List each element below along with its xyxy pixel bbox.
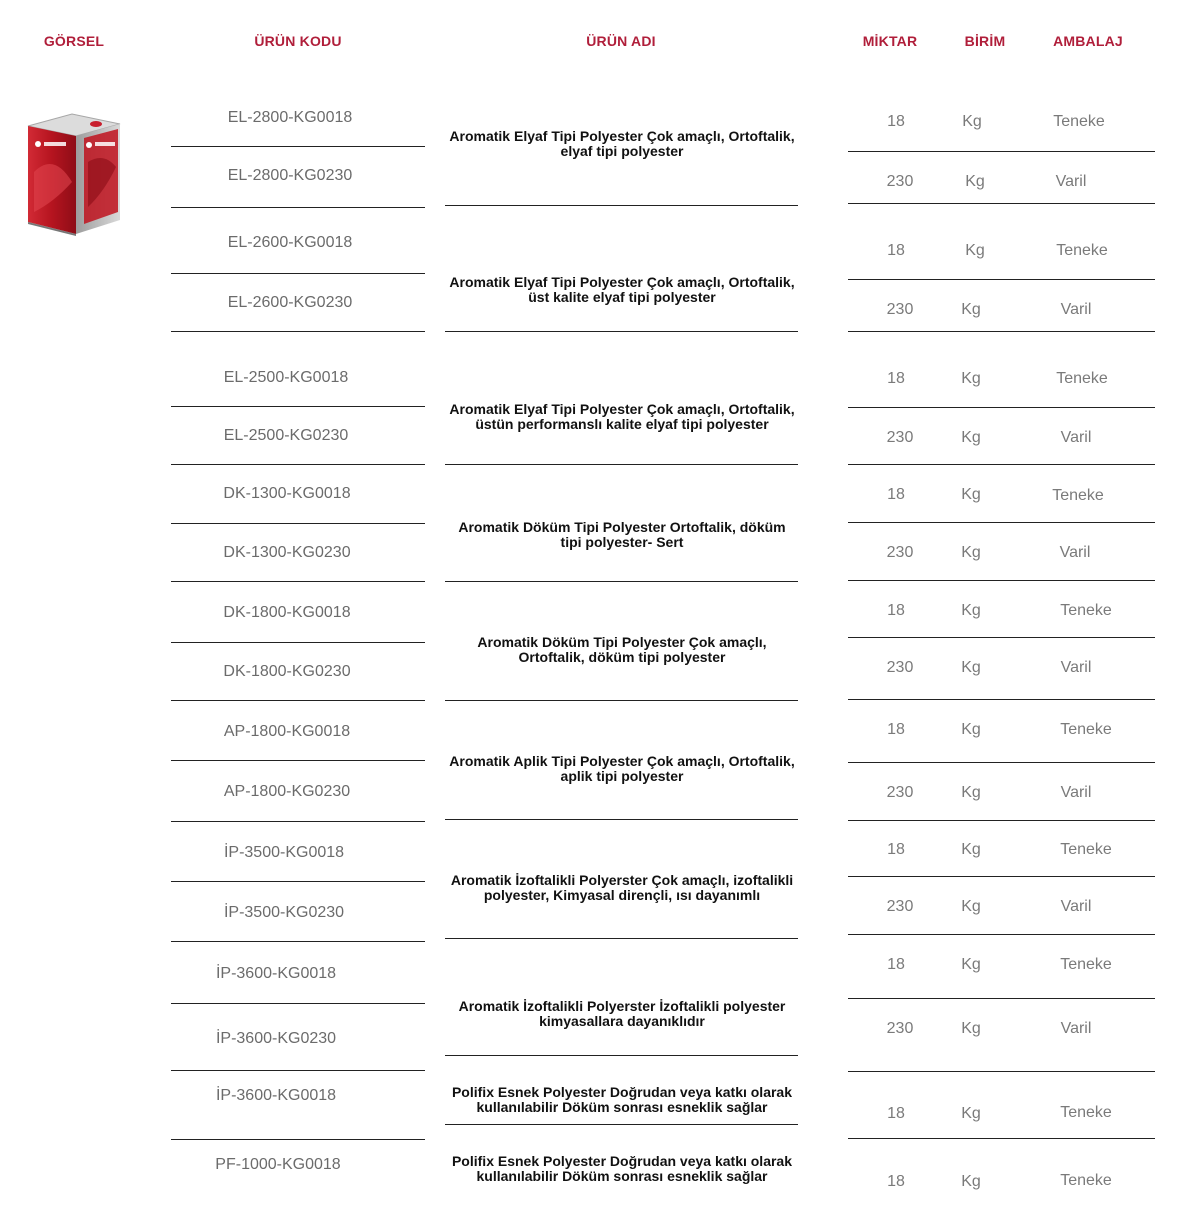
row-divider (171, 406, 425, 407)
row-divider (171, 464, 425, 465)
row-divider (848, 279, 1155, 280)
row-divider (848, 876, 1155, 877)
product-name: Aromatik Elyaf Tipi Polyester Çok amaçlı, Ortoftalik, üstün performanslı kalite elyaf tipi polyester (449, 401, 795, 432)
packaging-value: Teneke (1060, 602, 1112, 619)
unit-value: Kg (961, 1105, 981, 1122)
row-divider (171, 273, 425, 274)
packaging-value: Teneke (1056, 242, 1108, 259)
row-divider (171, 760, 425, 761)
group-divider (445, 1124, 798, 1125)
quantity-value: 18 (887, 1105, 905, 1122)
row-divider (171, 821, 425, 822)
quantity-value: 18 (887, 242, 905, 259)
group-divider (445, 581, 798, 582)
packaging-value: Varil (1060, 1020, 1092, 1037)
packaging-value: Varil (1060, 898, 1092, 915)
packaging-value: Teneke (1056, 370, 1108, 387)
unit-value: Kg (961, 429, 981, 446)
header-name: ÜRÜN ADI (586, 33, 656, 49)
quantity-value: 18 (887, 956, 905, 973)
packaging-value: Teneke (1053, 113, 1105, 130)
product-name: Aromatik İzoftalikli Polyerster İzoftalikli polyester kimyasallara dayanıklıdır (458, 998, 786, 1029)
row-divider (171, 881, 425, 882)
product-code: DK-1300-KG0018 (223, 485, 351, 502)
packaging-value: Teneke (1060, 1172, 1112, 1189)
packaging-value: Varil (1060, 659, 1092, 676)
row-divider (171, 581, 425, 582)
row-divider (848, 637, 1155, 638)
product-name: Aromatik Elyaf Tipi Polyester Çok amaçlı, Ortoftalik, elyaf tipi polyester (449, 128, 795, 159)
group-divider (445, 205, 798, 206)
row-divider (848, 1071, 1155, 1072)
unit-value: Kg (961, 1173, 981, 1190)
product-code: EL-2600-KG0230 (227, 294, 353, 311)
header-qty: MİKTAR (862, 33, 918, 49)
row-divider (848, 580, 1155, 581)
quantity-value: 230 (886, 301, 914, 318)
unit-value: Kg (961, 1020, 981, 1037)
row-divider (171, 1003, 425, 1004)
quantity-value: 230 (886, 898, 914, 915)
row-divider (848, 522, 1155, 523)
packaging-value: Varil (1060, 301, 1092, 318)
packaging-value: Varil (1055, 173, 1087, 190)
product-name: Aromatik Elyaf Tipi Polyester Çok amaçlı, Ortoftalik, üst kalite elyaf tipi polyester (449, 274, 795, 305)
header-pack: AMBALAJ (1053, 33, 1123, 49)
product-name: Polifix Esnek Polyester Doğrudan veya katkı olarak kullanılabilir Döküm sonrası esneklik sağlar (451, 1084, 793, 1115)
row-divider (171, 146, 425, 147)
product-name: Aromatik İzoftalikli Polyerster Çok amaçlı, izoftalikli polyester, Kimyasal dirençli, ısı dayanımlı (450, 872, 794, 903)
packaging-value: Teneke (1060, 721, 1112, 738)
quantity-value: 18 (887, 721, 905, 738)
unit-value: Kg (962, 113, 982, 130)
product-code: AP-1800-KG0230 (223, 783, 351, 800)
product-name: Polifix Esnek Polyester Doğrudan veya katkı olarak kullanılabilir Döküm sonrası esneklik sağlar (451, 1153, 793, 1184)
product-name: Aromatik Döküm Tipi Polyester Ortoftalik, döküm tipi polyester- Sert (458, 519, 786, 550)
product-code: EL-2600-KG0018 (227, 234, 353, 251)
unit-value: Kg (961, 486, 981, 503)
quantity-value: 18 (887, 370, 905, 387)
quantity-value: 230 (886, 1020, 914, 1037)
quantity-value: 230 (886, 544, 914, 561)
unit-value: Kg (961, 370, 981, 387)
row-divider (848, 464, 1155, 465)
product-code: EL-2500-KG0230 (223, 427, 349, 444)
unit-value: Kg (965, 173, 985, 190)
packaging-value: Teneke (1052, 487, 1104, 504)
product-name: Aromatik Döküm Tipi Polyester Çok amaçlı, Ortoftalik, döküm tipi polyester (477, 634, 767, 665)
row-divider (171, 941, 425, 942)
header-unit: BİRİM (964, 33, 1006, 49)
row-divider (848, 407, 1155, 408)
product-name: Aromatik Aplik Tipi Polyester Çok amaçlı, Ortoftalik, aplik tipi polyester (449, 753, 795, 784)
row-divider (848, 203, 1155, 204)
row-divider (171, 1139, 425, 1140)
quantity-value: 18 (887, 841, 905, 858)
unit-value: Kg (961, 898, 981, 915)
quantity-value: 230 (886, 784, 914, 801)
packaging-value: Varil (1060, 784, 1092, 801)
group-divider (445, 1055, 798, 1056)
row-divider (848, 934, 1155, 935)
packaging-value: Teneke (1060, 1104, 1112, 1121)
quantity-value: 18 (887, 486, 905, 503)
quantity-value: 230 (886, 173, 914, 190)
product-code: İP-3600-KG0018 (215, 965, 337, 982)
unit-value: Kg (961, 659, 981, 676)
product-code: İP-3600-KG0230 (215, 1030, 337, 1047)
quantity-value: 18 (887, 113, 905, 130)
unit-value: Kg (961, 721, 981, 738)
row-divider (171, 1070, 425, 1071)
product-code: DK-1800-KG0230 (223, 663, 351, 680)
unit-value: Kg (961, 956, 981, 973)
product-code: DK-1300-KG0230 (223, 544, 351, 561)
unit-value: Kg (961, 602, 981, 619)
row-divider (848, 699, 1155, 700)
row-divider (171, 523, 425, 524)
group-divider (445, 464, 798, 465)
unit-value: Kg (961, 841, 981, 858)
product-code: İP-3600-KG0018 (215, 1087, 337, 1104)
group-divider (445, 819, 798, 820)
packaging-value: Teneke (1060, 956, 1112, 973)
row-divider (171, 207, 425, 208)
row-divider (171, 331, 425, 332)
quantity-value: 230 (886, 429, 914, 446)
packaging-value: Varil (1060, 429, 1092, 446)
product-code: EL-2500-KG0018 (223, 369, 349, 386)
row-divider (848, 331, 1155, 332)
row-divider (848, 998, 1155, 999)
group-divider (445, 331, 798, 332)
group-divider (445, 700, 798, 701)
row-divider (848, 820, 1155, 821)
row-divider (848, 762, 1155, 763)
product-code: İP-3500-KG0230 (223, 904, 345, 921)
unit-value: Kg (961, 301, 981, 318)
product-code: DK-1800-KG0018 (223, 604, 351, 621)
product-code: EL-2800-KG0018 (227, 109, 353, 126)
quantity-value: 18 (887, 602, 905, 619)
quantity-value: 230 (886, 659, 914, 676)
unit-value: Kg (961, 544, 981, 561)
quantity-value: 18 (887, 1173, 905, 1190)
header-code: ÜRÜN KODU (254, 33, 342, 49)
packaging-value: Teneke (1060, 841, 1112, 858)
row-divider (848, 1138, 1155, 1139)
unit-value: Kg (961, 784, 981, 801)
row-divider (848, 151, 1155, 152)
product-code: EL-2800-KG0230 (227, 167, 353, 184)
unit-value: Kg (965, 242, 985, 259)
row-divider (171, 642, 425, 643)
product-can-image (24, 112, 124, 240)
product-code: AP-1800-KG0018 (223, 723, 351, 740)
header-image: GÖRSEL (43, 33, 105, 49)
product-code: PF-1000-KG0018 (215, 1156, 341, 1173)
group-divider (445, 938, 798, 939)
row-divider (171, 700, 425, 701)
packaging-value: Varil (1059, 544, 1091, 561)
product-code: İP-3500-KG0018 (223, 844, 345, 861)
